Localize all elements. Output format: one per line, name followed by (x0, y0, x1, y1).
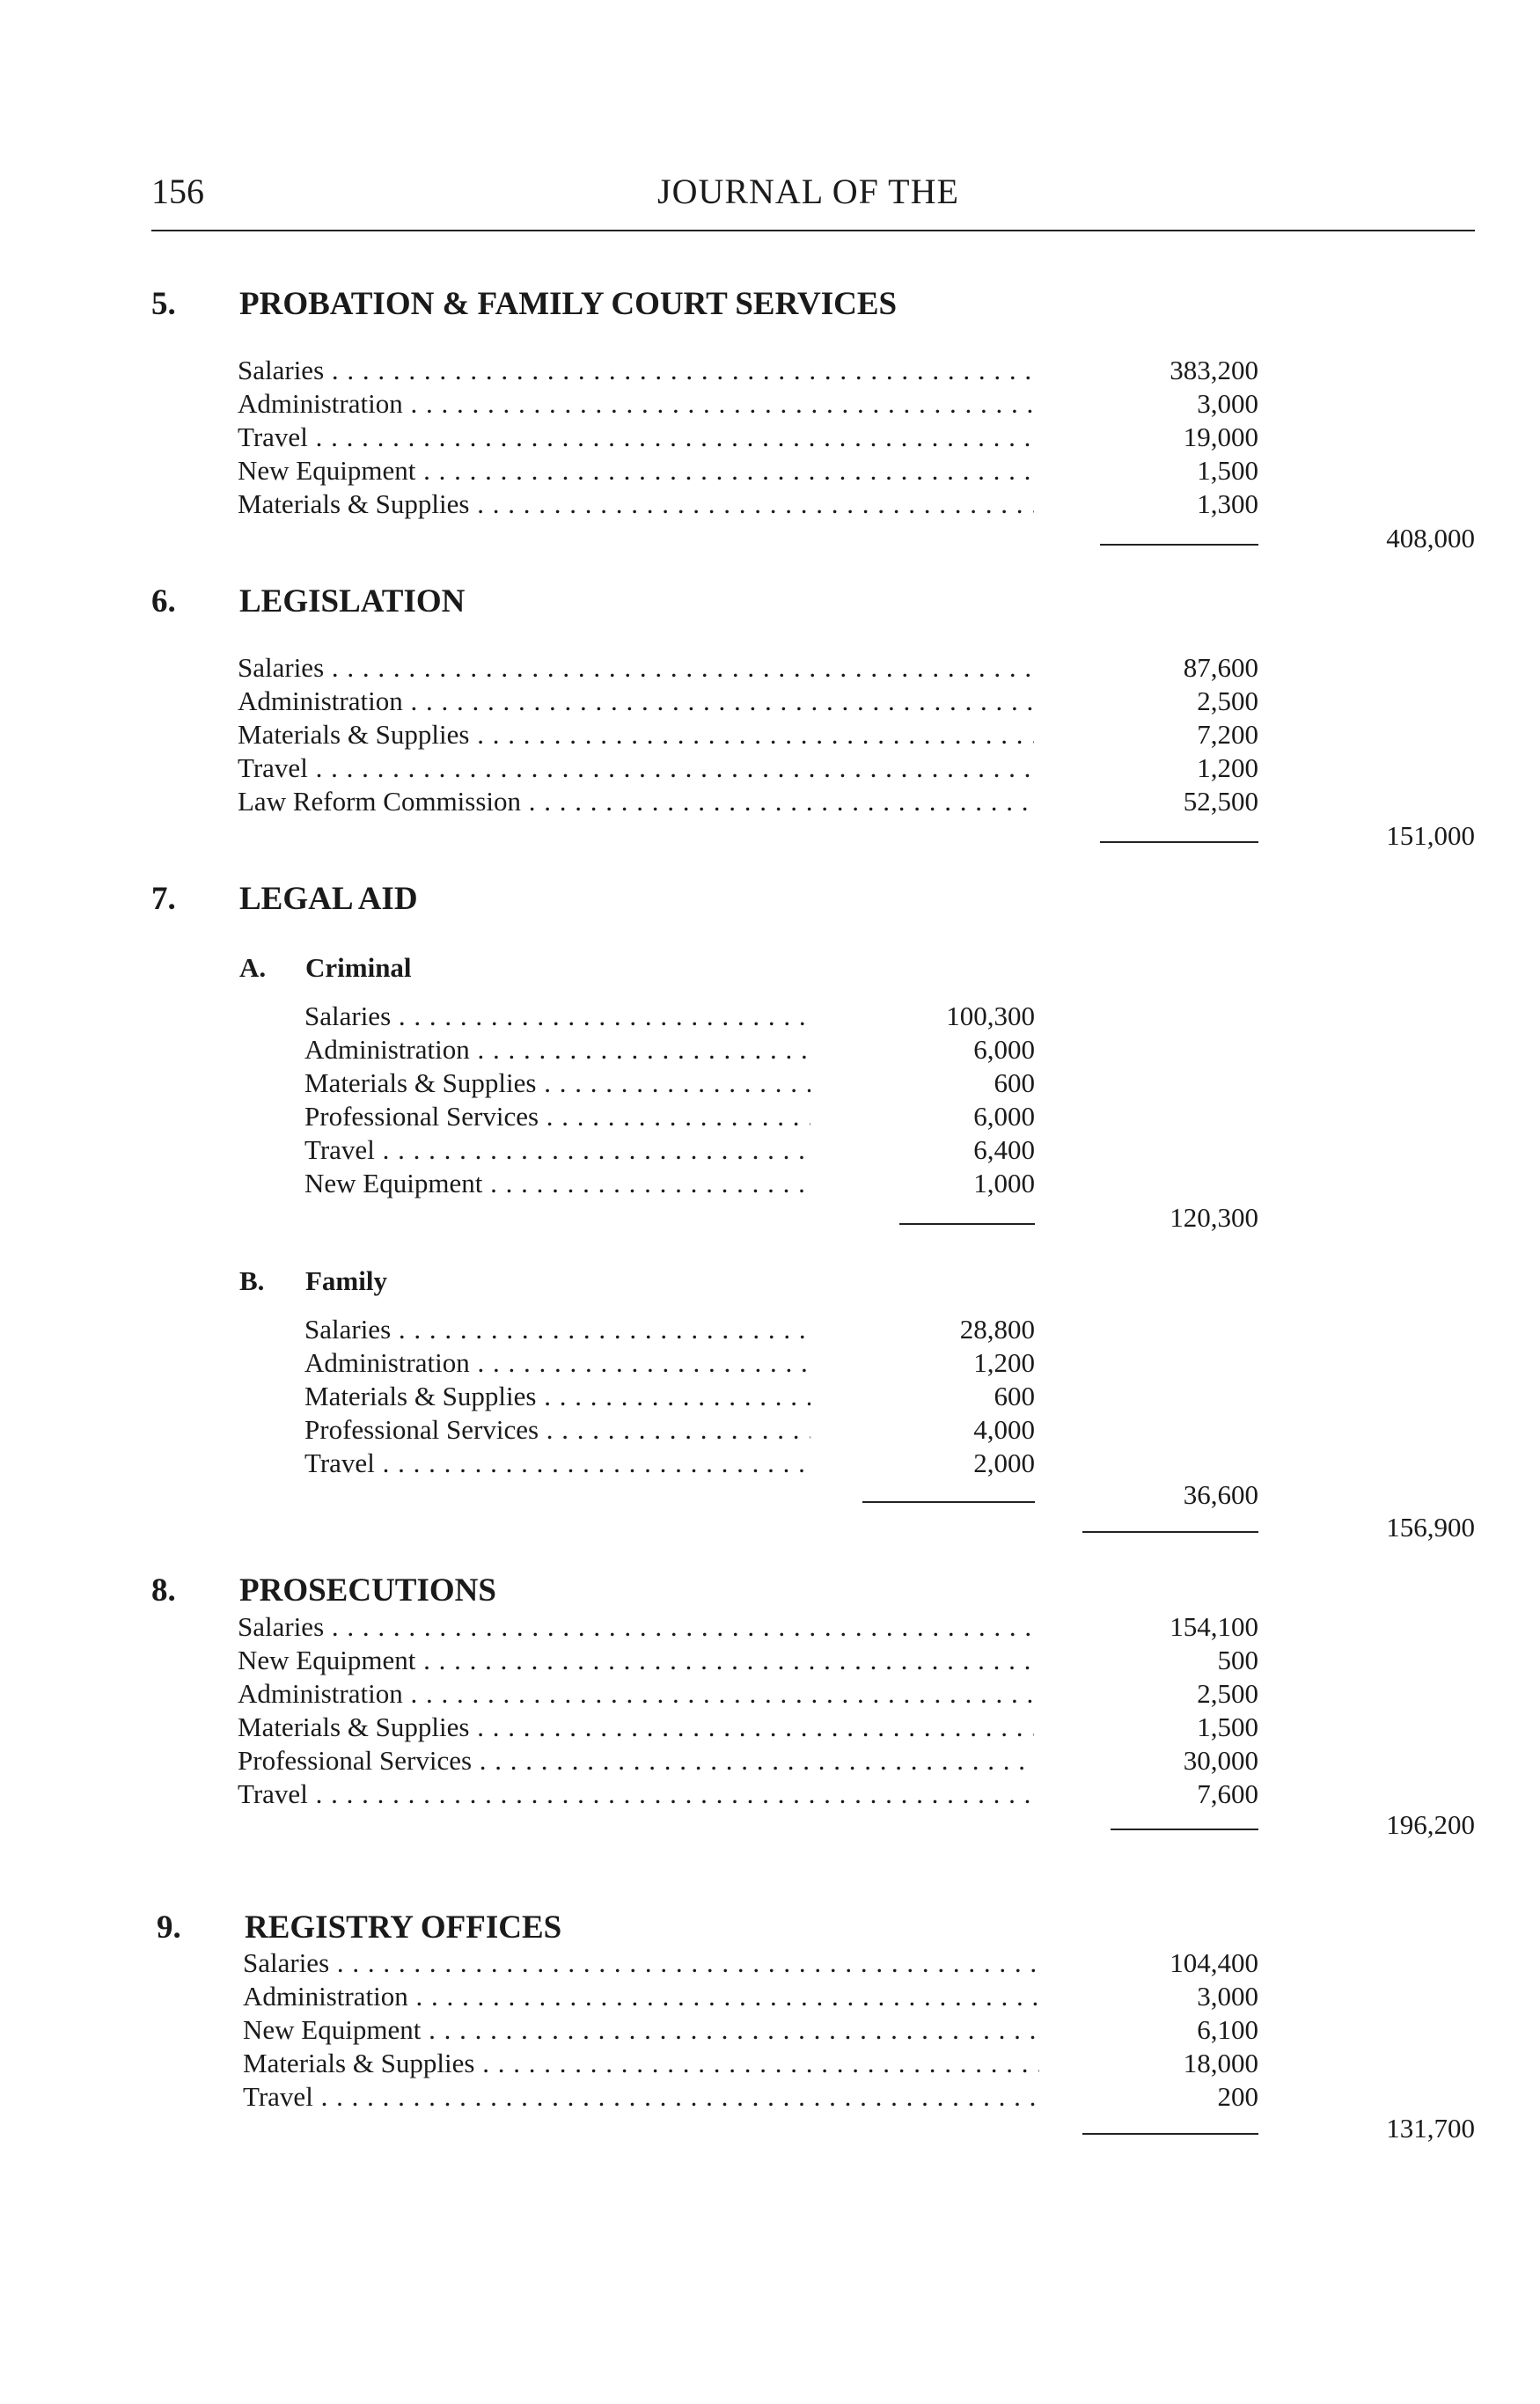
line-item-label: Salaries . . . (238, 651, 1034, 685)
line-item-label: Materials & Supplies . . . (243, 2047, 1039, 2080)
line-item (238, 1610, 1258, 1644)
line-item-label: Administration . . . (304, 1033, 810, 1066)
line-item-label: Travel . . . (243, 2080, 1039, 2114)
line-item-label: Professional Services . . . (238, 1744, 1034, 1777)
sum-rule (899, 1223, 1035, 1225)
section-title: PROBATION & FAMILY COURT SERVICES (239, 286, 898, 322)
line-item-label: New Equipment . . . (304, 1167, 810, 1200)
line-item-amount: 87,600 (1183, 652, 1258, 683)
line-item-amount: 18,000 (1183, 2048, 1258, 2078)
page-number: 156 (151, 172, 204, 211)
line-item-amount: 2,000 (973, 1448, 1035, 1478)
line-item (243, 2080, 1258, 2114)
line-item-amount: 6,000 (973, 1034, 1035, 1065)
section-total: 131,700 (1386, 2113, 1475, 2144)
line-item-amount: 200 (1217, 2081, 1258, 2112)
section-number: 5. (151, 286, 176, 322)
running-title: JOURNAL OF THE (657, 172, 959, 211)
line-item (238, 1777, 1258, 1811)
line-item-amount: 6,000 (973, 1101, 1035, 1132)
line-item (238, 685, 1258, 718)
line-item-label: New Equipment . . . (243, 2013, 1039, 2047)
line-item (243, 1946, 1258, 1980)
line-item-amount: 3,000 (1197, 388, 1258, 419)
line-item-amount: 3,000 (1197, 1981, 1258, 2012)
section-total: 408,000 (1386, 523, 1475, 553)
line-item (304, 1346, 1035, 1380)
line-item (238, 785, 1258, 818)
line-item (238, 1644, 1258, 1677)
line-item-label: Travel . . . (304, 1447, 810, 1480)
line-item-label: Materials & Supplies . . . (304, 1380, 810, 1413)
line-item (238, 651, 1258, 685)
line-item-amount: 6,100 (1197, 2014, 1258, 2045)
line-item-label: Administration . . . (238, 685, 1034, 718)
line-item-label: Travel . . . (238, 1777, 1034, 1811)
section-number: 6. (151, 583, 176, 619)
line-item (238, 751, 1258, 785)
line-item (304, 1447, 1035, 1480)
line-item (238, 421, 1258, 454)
line-item (238, 387, 1258, 421)
line-item (304, 1380, 1035, 1413)
section-number: 8. (151, 1572, 176, 1609)
line-item-label: Administration . . . (304, 1346, 810, 1380)
subsection-total: 120,300 (1170, 1202, 1258, 1233)
section-title: LEGAL AID (239, 881, 418, 917)
page-header (151, 167, 1475, 216)
subsection-title: Criminal (305, 952, 412, 983)
line-item (243, 2013, 1258, 2047)
subsection-letter: B. (239, 1265, 265, 1296)
line-item-amount: 2,500 (1197, 1678, 1258, 1709)
line-item (243, 2047, 1258, 2080)
sum-rule (1082, 2133, 1258, 2135)
line-item-amount: 600 (994, 1067, 1035, 1098)
section-total: 196,200 (1386, 1809, 1475, 1840)
line-item-label: Administration . . . (238, 1677, 1034, 1711)
line-item-label: Administration . . . (243, 1980, 1039, 2013)
line-item (304, 1066, 1035, 1100)
line-item-amount: 154,100 (1170, 1611, 1258, 1642)
section-total: 151,000 (1386, 820, 1475, 851)
line-item-label: Materials & Supplies . . . (238, 718, 1034, 751)
line-item-label: Travel . . . (304, 1133, 810, 1167)
line-item-label: New Equipment . . . (238, 454, 1034, 487)
line-item-amount: 1,500 (1197, 1711, 1258, 1742)
line-item-label: Law Reform Commission . . . (238, 785, 1034, 818)
line-item-label: Materials & Supplies . . . (238, 1711, 1034, 1744)
line-item-amount: 1,500 (1197, 455, 1258, 486)
line-item (304, 1000, 1035, 1033)
line-item-amount: 600 (994, 1381, 1035, 1411)
line-item (304, 1033, 1035, 1066)
line-item (304, 1133, 1035, 1167)
line-item (243, 1980, 1258, 2013)
line-item (304, 1313, 1035, 1346)
line-item (304, 1100, 1035, 1133)
header-rule (151, 230, 1475, 231)
sum-rule (862, 1501, 1035, 1503)
subsection-total: 36,600 (1183, 1479, 1258, 1510)
line-item-amount: 2,500 (1197, 685, 1258, 716)
line-item-label: Salaries . . . (243, 1946, 1039, 1980)
line-item-label: Professional Services . . . (304, 1413, 810, 1447)
line-item-label: Professional Services . . . (304, 1100, 810, 1133)
line-item-amount: 52,500 (1183, 786, 1258, 817)
line-item-amount: 28,800 (959, 1314, 1035, 1345)
line-item-amount: 7,600 (1197, 1778, 1258, 1809)
line-item-amount: 7,200 (1197, 719, 1258, 750)
line-item-label: New Equipment . . . (238, 1644, 1034, 1677)
sum-rule (1100, 544, 1258, 546)
line-item-amount: 100,300 (946, 1000, 1035, 1031)
line-item (238, 1677, 1258, 1711)
section-number: 9. (157, 1909, 181, 1946)
line-item (238, 718, 1258, 751)
line-item-amount: 1,200 (1197, 752, 1258, 783)
line-item (238, 487, 1258, 521)
line-item-label: Materials & Supplies . . . (304, 1066, 810, 1100)
section-title: LEGISLATION (239, 583, 466, 619)
line-item-label: Salaries . . . (238, 354, 1034, 387)
subsection-title: Family (305, 1265, 387, 1296)
line-item-label: Travel . . . (238, 421, 1034, 454)
line-item (304, 1167, 1035, 1200)
line-item-amount: 30,000 (1183, 1745, 1258, 1776)
section-number: 7. (151, 881, 176, 917)
section-total: 156,900 (1386, 1512, 1475, 1543)
line-item-amount: 1,000 (973, 1168, 1035, 1198)
sum-rule (1082, 1531, 1258, 1533)
line-item-amount: 104,400 (1170, 1947, 1258, 1978)
line-item-amount: 500 (1217, 1645, 1258, 1675)
line-item-label: Travel . . . (238, 751, 1034, 785)
line-item-amount: 6,400 (973, 1134, 1035, 1165)
line-item-label: Salaries . . . (304, 1313, 810, 1346)
line-item-label: Salaries . . . (238, 1610, 1034, 1644)
line-item (238, 454, 1258, 487)
line-item-label: Administration . . . (238, 387, 1034, 421)
sum-rule (1100, 841, 1258, 843)
sum-rule (1111, 1829, 1258, 1830)
line-item-amount: 383,200 (1170, 355, 1258, 385)
line-item-amount: 1,300 (1197, 488, 1258, 519)
section-title: REGISTRY OFFICES (245, 1909, 562, 1946)
line-item-label: Salaries . . . (304, 1000, 810, 1033)
line-item-amount: 1,200 (973, 1347, 1035, 1378)
line-item (238, 354, 1258, 387)
line-item (238, 1711, 1258, 1744)
line-item (238, 1744, 1258, 1777)
subsection-letter: A. (239, 952, 267, 983)
line-item-amount: 19,000 (1183, 421, 1258, 452)
section-title: PROSECUTIONS (239, 1572, 496, 1609)
line-item-label: Materials & Supplies . . . (238, 487, 1034, 521)
line-item (304, 1413, 1035, 1447)
line-item-amount: 4,000 (973, 1414, 1035, 1445)
